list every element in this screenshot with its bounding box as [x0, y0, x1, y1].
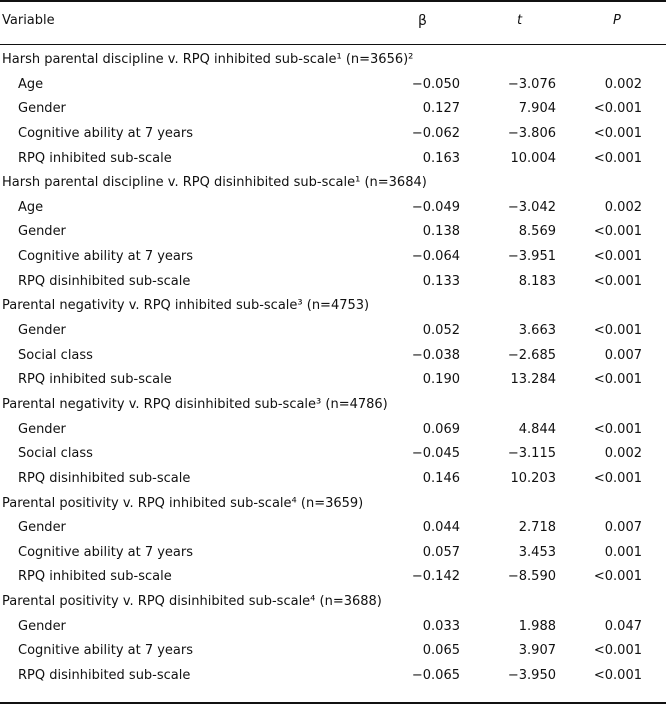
t-value: −2.685 [507, 347, 556, 363]
group-heading-label: Parental positivity v. RPQ disinhibited sub-scale⁴ (n=3688) [2, 594, 382, 610]
table-row [0, 418, 666, 443]
beta-value: 0.052 [422, 323, 460, 339]
table-row [0, 122, 666, 147]
header-beta: β [418, 13, 427, 29]
p-value: 0.001 [604, 544, 642, 560]
variable-label: Gender [18, 421, 66, 437]
table-row [0, 344, 666, 369]
p-value: <0.001 [593, 101, 642, 117]
beta-value: −0.142 [411, 569, 460, 585]
table-row [0, 196, 666, 221]
group-heading-row [0, 48, 666, 73]
t-value: −3.076 [507, 76, 556, 92]
header-p: P [613, 13, 621, 28]
variable-label: RPQ inhibited sub-scale [18, 150, 172, 166]
p-value: <0.001 [593, 273, 642, 289]
p-value: <0.001 [593, 125, 642, 141]
variable-label: Age [18, 199, 44, 215]
t-value: 3.663 [518, 323, 556, 339]
variable-label: Cognitive ability at 7 years [18, 643, 194, 659]
group-heading-row [0, 171, 666, 196]
table-row [0, 639, 666, 664]
t-value: 7.904 [518, 101, 556, 117]
header-t: t [517, 13, 523, 28]
beta-value: 0.069 [422, 421, 460, 437]
variable-label: Cognitive ability at 7 years [18, 249, 194, 265]
variable-label: RPQ inhibited sub-scale [18, 372, 172, 388]
table-row [0, 541, 666, 566]
t-value: −3.806 [507, 125, 556, 141]
table-header [0, 0, 666, 44]
beta-value: 0.065 [422, 643, 460, 659]
table-row [0, 368, 666, 393]
beta-value: 0.033 [422, 618, 460, 634]
beta-value: −0.038 [411, 347, 460, 363]
beta-value: 0.190 [422, 372, 460, 388]
p-value: <0.001 [593, 372, 642, 388]
beta-value: −0.062 [411, 125, 460, 141]
variable-label: Gender [18, 618, 66, 634]
t-value: −3.042 [507, 199, 556, 215]
t-value: 8.569 [518, 224, 556, 240]
variable-label: RPQ disinhibited sub-scale [18, 273, 191, 289]
p-value: <0.001 [593, 470, 642, 486]
beta-value: 0.146 [422, 470, 460, 486]
group-heading-row [0, 294, 666, 319]
t-value: 8.183 [518, 273, 556, 289]
p-value: <0.001 [593, 569, 642, 585]
variable-label: Cognitive ability at 7 years [18, 125, 194, 141]
table-row [0, 565, 666, 590]
group-heading-label: Parental positivity v. RPQ inhibited sub-scale⁴ (n=3659) [2, 495, 364, 511]
table-row [0, 97, 666, 122]
t-value: −3.950 [507, 668, 556, 684]
variable-label: Gender [18, 101, 66, 117]
p-value: 0.047 [604, 618, 642, 634]
group-heading-label: Harsh parental discipline v. RPQ disinhibited sub-scale¹ (n=3684) [2, 175, 427, 191]
variable-label: RPQ inhibited sub-scale [18, 569, 172, 585]
table-row [0, 147, 666, 172]
t-value: 2.718 [518, 520, 556, 536]
table-row [0, 442, 666, 467]
p-value: <0.001 [593, 150, 642, 166]
p-value: <0.001 [593, 323, 642, 339]
p-value: 0.007 [604, 347, 642, 363]
p-value: 0.002 [604, 76, 642, 92]
table-row [0, 516, 666, 541]
beta-value: 0.163 [422, 150, 460, 166]
beta-value: −0.050 [411, 76, 460, 92]
variable-label: Gender [18, 323, 66, 339]
variable-label: Gender [18, 520, 66, 536]
beta-value: −0.065 [411, 668, 460, 684]
p-value: <0.001 [593, 224, 642, 240]
beta-value: 0.138 [422, 224, 460, 240]
t-value: 4.844 [518, 421, 556, 437]
table-header-rule [0, 44, 666, 45]
group-heading-row [0, 492, 666, 517]
table-bottom-rule [0, 702, 666, 704]
beta-value: 0.044 [422, 520, 460, 536]
beta-value: −0.049 [411, 199, 460, 215]
table-row [0, 245, 666, 270]
t-value: 10.203 [510, 470, 556, 486]
variable-label: Gender [18, 224, 66, 240]
beta-value: 0.127 [422, 101, 460, 117]
p-value: <0.001 [593, 668, 642, 684]
group-heading-row [0, 590, 666, 615]
t-value: 13.284 [510, 372, 556, 388]
beta-value: 0.133 [422, 273, 460, 289]
t-value: −8.590 [507, 569, 556, 585]
p-value: <0.001 [593, 643, 642, 659]
header-variable: Variable [2, 13, 55, 28]
group-heading-row [0, 393, 666, 418]
beta-value: −0.064 [411, 249, 460, 265]
table-row [0, 220, 666, 245]
group-heading-label: Parental negativity v. RPQ disinhibited sub-scale³ (n=4786) [2, 396, 388, 412]
variable-label: Social class [18, 446, 93, 462]
table-row [0, 467, 666, 492]
variable-label: RPQ disinhibited sub-scale [18, 668, 191, 684]
p-value: <0.001 [593, 249, 642, 265]
table-row [0, 270, 666, 295]
beta-value: 0.057 [422, 544, 460, 560]
variable-label: RPQ disinhibited sub-scale [18, 470, 191, 486]
variable-label: Cognitive ability at 7 years [18, 544, 194, 560]
variable-label: Social class [18, 347, 93, 363]
t-value: 3.453 [518, 544, 556, 560]
group-heading-label: Harsh parental discipline v. RPQ inhibited sub-scale¹ (n=3656)² [2, 52, 414, 67]
group-heading-label: Parental negativity v. RPQ inhibited sub-scale³ (n=4753) [2, 298, 370, 314]
p-value: 0.007 [604, 520, 642, 536]
p-value: <0.001 [593, 421, 642, 437]
p-value: 0.002 [604, 199, 642, 215]
t-value: 3.907 [518, 643, 556, 659]
p-value: 0.002 [604, 446, 642, 462]
t-value: −3.115 [507, 446, 556, 462]
table-row [0, 73, 666, 98]
t-value: −3.951 [507, 249, 556, 265]
beta-value: −0.045 [411, 446, 460, 462]
table-row [0, 319, 666, 344]
table-row [0, 664, 666, 689]
table-row [0, 615, 666, 640]
t-value: 10.004 [510, 150, 556, 166]
variable-label: Age [18, 76, 44, 92]
t-value: 1.988 [518, 618, 556, 634]
table-body [0, 48, 666, 689]
